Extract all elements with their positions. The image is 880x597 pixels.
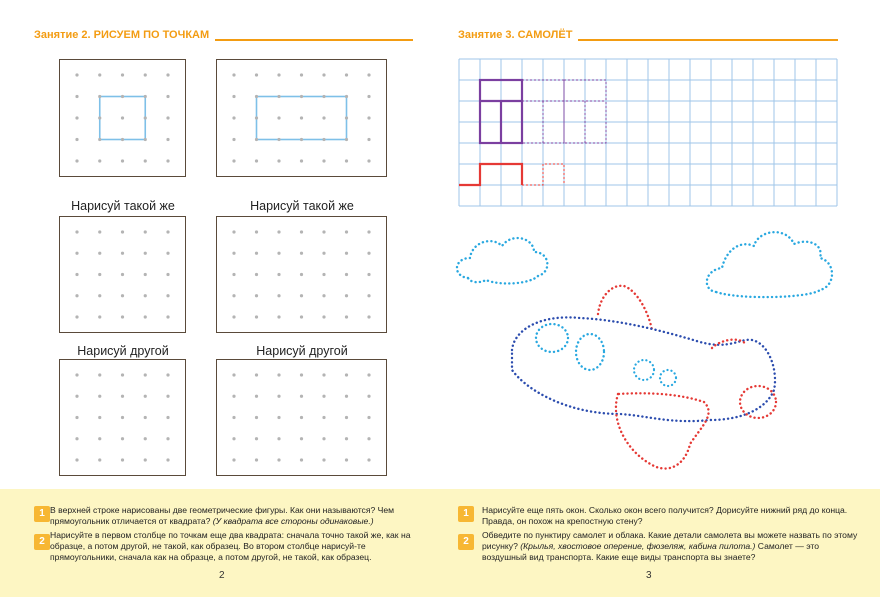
grid-dot xyxy=(367,395,370,398)
task-item xyxy=(462,530,862,563)
task-item xyxy=(462,505,862,527)
grid-dot xyxy=(232,159,235,162)
grid-dot xyxy=(277,273,280,276)
page-number: 2 xyxy=(219,570,225,581)
grid-dot xyxy=(121,159,124,162)
grid-dot xyxy=(144,395,147,398)
task-text: Обведите по пунктиру самолет и облака. Какие детали самолета вы можете назвать по этому рисунку? xyxy=(482,530,858,551)
grid-dot xyxy=(345,230,348,233)
window-dotted-guide xyxy=(522,80,606,143)
task-number-badge: 2 xyxy=(458,534,474,550)
grid-dot xyxy=(322,159,325,162)
sample-rectangle-grid xyxy=(216,59,387,177)
grid-dot xyxy=(121,416,124,419)
grid-dot xyxy=(121,373,124,376)
plane-side-window xyxy=(660,370,676,386)
task-answer: (У квадрата все стороны одинаковые.) xyxy=(212,516,374,526)
grid-dot xyxy=(75,315,78,318)
grid-dot xyxy=(232,252,235,255)
grid-dot xyxy=(75,294,78,297)
grid-dot xyxy=(121,395,124,398)
grid-dot xyxy=(367,416,370,419)
grid-dot xyxy=(166,294,169,297)
dot-grid-canvas xyxy=(217,360,386,475)
grid-dot xyxy=(121,458,124,461)
grid-dot xyxy=(322,273,325,276)
grid-dot xyxy=(232,294,235,297)
grid-dot xyxy=(367,252,370,255)
grid-dot xyxy=(300,273,303,276)
grid-dot xyxy=(75,458,78,461)
grid-dot xyxy=(300,458,303,461)
grid-dot xyxy=(345,95,348,98)
grid-dot xyxy=(144,252,147,255)
dot-grid-canvas xyxy=(60,217,185,332)
grid-dot xyxy=(345,458,348,461)
grid-dot xyxy=(121,294,124,297)
grid-dot xyxy=(232,416,235,419)
grid-dot xyxy=(367,294,370,297)
right-page xyxy=(440,0,880,597)
grid-dot xyxy=(121,116,124,119)
grid-dot xyxy=(144,273,147,276)
grid-dot xyxy=(232,116,235,119)
grid-dot xyxy=(255,95,258,98)
grid-dot xyxy=(232,95,235,98)
grid-dot xyxy=(144,416,147,419)
task-answer: (Крылья, хвостовое оперение, фюзеляж, кабина пилота.) xyxy=(520,541,756,551)
grid-dot xyxy=(255,373,258,376)
grid-dot xyxy=(98,73,101,76)
grid-dot xyxy=(75,159,78,162)
task-item xyxy=(22,505,422,527)
plane-tail-stabilizer xyxy=(712,340,746,348)
grid-dot xyxy=(144,138,147,141)
grid-dot xyxy=(166,437,169,440)
grid-dot xyxy=(166,73,169,76)
plane-side-window xyxy=(634,360,654,380)
grid-dot xyxy=(345,273,348,276)
grid-dot xyxy=(300,315,303,318)
grid-dot xyxy=(75,395,78,398)
grid-dot xyxy=(144,373,147,376)
grid-dot xyxy=(232,138,235,141)
grid-dot xyxy=(255,116,258,119)
grid-dot xyxy=(144,458,147,461)
grid-dot xyxy=(232,395,235,398)
lesson-title: Занятие 3. САМОЛЁТ xyxy=(458,29,573,41)
sample-square-grid xyxy=(59,59,186,177)
grid-dot xyxy=(98,373,101,376)
caption-draw-other: Нарисуй другой xyxy=(77,344,169,358)
grid-dot xyxy=(300,252,303,255)
grid-dot xyxy=(121,315,124,318)
plane-cockpit-window xyxy=(576,334,604,370)
grid-dot xyxy=(255,273,258,276)
grid-dot xyxy=(255,159,258,162)
grid-dot xyxy=(166,116,169,119)
grid-dot xyxy=(322,373,325,376)
grid-dot xyxy=(232,458,235,461)
grid-dot xyxy=(255,458,258,461)
grid-dot xyxy=(300,373,303,376)
grid-dot xyxy=(300,73,303,76)
grid-dot xyxy=(345,73,348,76)
grid-dot xyxy=(144,437,147,440)
dot-grid-canvas xyxy=(217,60,386,176)
grid-dot xyxy=(98,416,101,419)
grid-dot xyxy=(98,395,101,398)
grid-dot xyxy=(232,230,235,233)
grid-dot xyxy=(322,395,325,398)
caption-draw-same: Нарисуй такой же xyxy=(250,199,354,213)
grid-dot xyxy=(277,437,280,440)
grid-dot xyxy=(255,416,258,419)
grid-dot xyxy=(75,252,78,255)
grid-dot xyxy=(255,315,258,318)
task-text: Самолет — это воздушный вид транспорта. Какие еще виды транспорта вы знаете? xyxy=(482,541,820,562)
grid-dot xyxy=(166,230,169,233)
grid-dot xyxy=(345,315,348,318)
caption-draw-same: Нарисуй такой же xyxy=(71,199,175,213)
grid-dot xyxy=(322,116,325,119)
grid-dot xyxy=(277,458,280,461)
grid-dot xyxy=(300,116,303,119)
grid-dot xyxy=(277,373,280,376)
grid-dot xyxy=(144,315,147,318)
task-number-badge: 2 xyxy=(34,534,50,550)
grid-dot xyxy=(367,138,370,141)
grid-dot xyxy=(345,294,348,297)
grid-dot xyxy=(144,95,147,98)
grid-dot xyxy=(98,437,101,440)
grid-dot xyxy=(277,315,280,318)
dot-grid xyxy=(59,359,186,476)
grid-dot xyxy=(277,230,280,233)
grid-dot xyxy=(345,116,348,119)
grid-dot xyxy=(75,437,78,440)
grid-dot xyxy=(121,73,124,76)
grid-dot xyxy=(166,138,169,141)
grid-dot xyxy=(367,230,370,233)
grid-dot xyxy=(166,159,169,162)
grid-dot xyxy=(255,395,258,398)
grid-dot xyxy=(144,230,147,233)
grid-dot xyxy=(300,416,303,419)
plane-engine xyxy=(740,386,776,418)
grid-dot xyxy=(322,416,325,419)
page-number: 3 xyxy=(646,570,652,581)
grid-dot xyxy=(322,95,325,98)
grid-dot xyxy=(232,315,235,318)
grid-dot xyxy=(121,138,124,141)
grid-dot xyxy=(166,458,169,461)
task-text: В верхней строке нарисованы две геометрические фигуры. Как они называются? Чем прямоугольник отличается от квадрата? xyxy=(50,505,395,526)
task-text: Нарисуйте еще пять окон. Сколько окон всего получится? Дорисуйте нижний ряд до конца. Правда, он похож на крепостную стену? xyxy=(482,505,848,526)
grid-dot xyxy=(277,395,280,398)
grid-dot xyxy=(300,395,303,398)
grid-dot xyxy=(75,138,78,141)
grid-dot xyxy=(367,73,370,76)
grid-dot xyxy=(277,138,280,141)
grid-dot xyxy=(121,273,124,276)
grid-dot xyxy=(98,458,101,461)
grid-dot xyxy=(255,73,258,76)
grid-dot xyxy=(98,116,101,119)
grid-dot xyxy=(322,458,325,461)
cloud-left xyxy=(457,238,547,283)
grid-dot xyxy=(367,95,370,98)
grid-dot xyxy=(300,230,303,233)
grid-dot xyxy=(277,252,280,255)
lesson-title: Занятие 2. РИСУЕМ ПО ТОЧКАМ xyxy=(34,29,210,41)
grid-dot xyxy=(255,138,258,141)
grid-dot xyxy=(121,95,124,98)
grid-dot xyxy=(300,95,303,98)
task-number-badge: 1 xyxy=(34,506,50,522)
grid-dot xyxy=(322,230,325,233)
grid-dot xyxy=(144,294,147,297)
grid-dot xyxy=(367,116,370,119)
grid-dot xyxy=(300,138,303,141)
grid-dot xyxy=(98,294,101,297)
grid-dot xyxy=(345,138,348,141)
grid-dot xyxy=(277,116,280,119)
grid-dot xyxy=(75,73,78,76)
title-rule xyxy=(215,39,413,41)
grid-dot xyxy=(255,230,258,233)
task-footer xyxy=(440,489,880,597)
plane-fuselage xyxy=(512,317,775,421)
grid-dot xyxy=(367,458,370,461)
grid-dot xyxy=(367,373,370,376)
dot-grid-canvas xyxy=(217,217,386,332)
grid-dot xyxy=(277,95,280,98)
dot-grid xyxy=(216,216,387,333)
grid-dot xyxy=(322,252,325,255)
grid-dot xyxy=(232,373,235,376)
grid-dot xyxy=(166,395,169,398)
grid-dot xyxy=(345,437,348,440)
grid-dot xyxy=(98,138,101,141)
grid-dot xyxy=(144,73,147,76)
grid-dot xyxy=(166,95,169,98)
grid-dot xyxy=(75,230,78,233)
grid-dot xyxy=(345,395,348,398)
caption-draw-other: Нарисуй другой xyxy=(256,344,348,358)
grid-dot xyxy=(322,315,325,318)
plane-cockpit-window xyxy=(536,324,568,352)
grid-dot xyxy=(277,294,280,297)
grid-dot xyxy=(367,437,370,440)
grid-dot xyxy=(98,230,101,233)
grid-dot xyxy=(300,159,303,162)
grid-dot xyxy=(322,73,325,76)
grid-dot xyxy=(255,437,258,440)
dot-grid-canvas xyxy=(60,60,185,176)
dot-grid xyxy=(216,359,387,476)
grid-dot xyxy=(98,315,101,318)
dot-grid xyxy=(59,216,186,333)
wall-line-drawn xyxy=(459,164,522,185)
grid-dot xyxy=(121,252,124,255)
grid-dot xyxy=(75,373,78,376)
grid-dot xyxy=(300,437,303,440)
lesson3-illustration xyxy=(440,0,880,489)
grid-dot xyxy=(75,95,78,98)
grid-dot xyxy=(367,315,370,318)
grid-dot xyxy=(277,159,280,162)
plane-wing xyxy=(616,393,709,468)
grid-dot xyxy=(232,437,235,440)
grid-dot xyxy=(144,159,147,162)
grid-dot xyxy=(277,416,280,419)
grid-dot xyxy=(98,273,101,276)
task-footer xyxy=(0,489,440,597)
task-item xyxy=(22,530,422,563)
grid-dot xyxy=(166,416,169,419)
grid-dot xyxy=(367,159,370,162)
grid-dot xyxy=(255,294,258,297)
grid-dot xyxy=(98,159,101,162)
grid-dot xyxy=(367,273,370,276)
grid-dot xyxy=(121,437,124,440)
task-number-badge: 1 xyxy=(458,506,474,522)
grid-dot xyxy=(255,252,258,255)
grid-dot xyxy=(166,373,169,376)
grid-dot xyxy=(345,416,348,419)
grid-dot xyxy=(166,252,169,255)
grid-dot xyxy=(98,252,101,255)
grid-dot xyxy=(232,273,235,276)
grid-dot xyxy=(300,294,303,297)
task-text: Нарисуйте в первом столбце по точкам еще два квадрата: сначала точно такой же, как на образце, а потом другой, не такой, как образец. Во втором столбце нарисуй-те прямоугольники, сначала как на образце, а потом другой, не такой, как образец. xyxy=(50,530,411,562)
grid-dot xyxy=(75,116,78,119)
grid-dot xyxy=(166,273,169,276)
grid-dot xyxy=(75,416,78,419)
grid-dot xyxy=(345,373,348,376)
grid-dot xyxy=(322,138,325,141)
dot-grid-canvas xyxy=(60,360,185,475)
grid-dot xyxy=(75,273,78,276)
grid-dot xyxy=(345,252,348,255)
grid-dot xyxy=(121,230,124,233)
grid-dot xyxy=(277,73,280,76)
grid-dot xyxy=(322,294,325,297)
grid-dot xyxy=(144,116,147,119)
grid-dot xyxy=(166,315,169,318)
grid-dot xyxy=(98,95,101,98)
cloud-right xyxy=(707,232,832,297)
grid-dot xyxy=(345,159,348,162)
grid-dot xyxy=(322,437,325,440)
grid-dot xyxy=(232,73,235,76)
